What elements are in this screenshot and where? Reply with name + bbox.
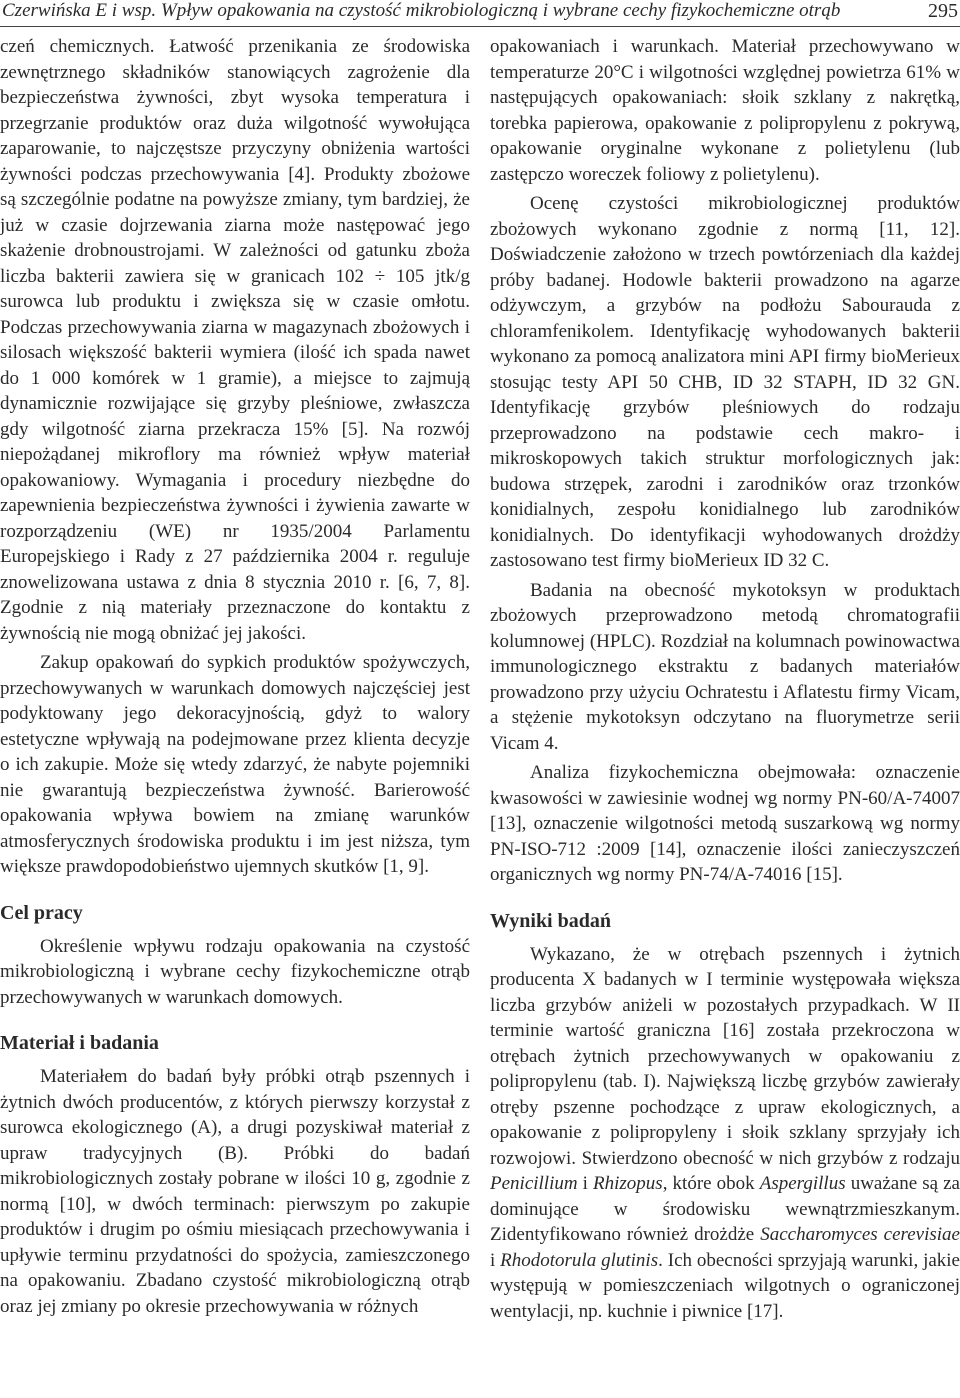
- genus-name: Penicillium: [490, 1173, 578, 1194]
- paragraph: Materiałem do badań były próbki otrąb pszennych i żytnich dwóch producentów, z których pierwszy korzystał z surowca ekologicznego (A), a drugi pozyskiwał materiał z upraw tradycyjnych (B). Próbki do badań mikrobiologicznych zostały pobrane w ilości 10 g, zgodnie z normą [10], w dwóch terminach: pierwszym po zakupie produktów i drugim po ośmiu miesiącach przechowywania i upływie terminu przydatności do spożycia, zamieszczonego na opakowaniu. Zbadano czystość mikrobiologiczną otrąb oraz jej zmiany po okresie przechowywania w różnych: [0, 1066, 470, 1317]
- text-span: , które obok: [662, 1173, 760, 1194]
- species-name: Rhodotorula glutinis: [500, 1249, 659, 1271]
- species-name: Saccharomyces cerevisiae: [760, 1224, 960, 1245]
- section-heading-aim: Cel pracy: [0, 901, 83, 924]
- section-heading-materials: Materiał i badania: [0, 1032, 159, 1054]
- text-span: i: [577, 1173, 594, 1194]
- left-column: [0, 34, 470, 1398]
- paragraph: Określenie wpływu rodzaju opakowania na czystość mikrobiologiczną i wybrane cechy fizykochemiczne otrąb przechowywanych w warunkach domowych.: [0, 935, 470, 1008]
- page-number: 295: [928, 0, 958, 22]
- text-span: . Ich obecności sprzyjają warunki, jakie występują w pomieszczeniach wilgotnych o ograniczonej wentylacji, np. kuchnie i piwnice [17].: [490, 1249, 960, 1322]
- genus-name: Rhizopus: [593, 1173, 663, 1194]
- paragraph: Analiza fizykochemiczna obejmowała: oznaczenie kwasowości w zawiesinie wodnej wg normy PN-60/A-74007 [13], oznaczenie wilgotności metodą suszarkową wg normy PN-ISO-712 :2009 [14], oznaczenie ilości zanieczyszczeń organicznych wg normy PN-74/A-74016 [15].: [490, 762, 960, 885]
- text-span: Wykazano, że w otrębach pszennych i żytnich producenta X badanych w I terminie występowała większa liczba grzybów aniżeli w pozostałych przypadkach. W II terminie wartość graniczna [16] została przekroczona w otrębach żytnich przechowywanych w opakowaniu z polipropylenu (tab. I). Największą liczbę grzybów zawierały otręby pszenne pochodzące z upraw ekologicznych, a opakowanie z polipropyleny i słoik szklany sprzyjały ich rozwojowi. Stwierdzono obecność w nich grzybów z rodzaju: [490, 943, 960, 1169]
- paragraph: Ocenę czystości mikrobiologicznej produktów zbożowych wykonano zgodnie z normą [11, 12]. Doświadczenie założono w trzech powtórzeniach dla każdej próby badanej. Hodowle bakterii prowadzono na agarze odżywczym, a grzybów na podłożu Sabourauda z chloramfenikolem. Identyfikację wyhodowanych bakterii wykonano za pomocą analizatora mini API firmy bioMerieux stosując testy API 50 CHB, ID 32 STAPH, ID 32 GN. Identyfikację grzybów pleśniowych do rodzaju przeprowadzono na podstawie cech makro- i mikroskopowych takich struktur morfologicznych jak: budowa strzępek, zarodni i zarodników oraz trzonków konidialnych, zespołu konidialnego lub zarodników konidialnych. Do identyfikacji wyhodowanych drożdży zastosowano test firmy bioMerieux ID 32 C.: [490, 193, 960, 571]
- paragraph: [490, 942, 960, 1325]
- paragraph: Badania na obecność mykotoksyn w produktach zbożowych przeprowadzono metodą chromatografii kolumnowej (HPLC). Rozdział na kolumnach powinowactwa immunologicznego ekstraktu z badanych materiałów prowadzono przy użyciu Ochratestu i Aflatestu firmy Vicam, a stężenie mykotoksyn odczytano na fluorymetrze serii Vicam 4.: [490, 579, 960, 754]
- right-column: [490, 34, 960, 1398]
- header-rule: [0, 26, 960, 27]
- section-heading-results: Wyniki badań: [490, 909, 611, 932]
- text-span: uważane są za dominujące w środowisku wewnątrzmieszkanym. Zidentyfikowano również drożdże: [490, 1173, 960, 1245]
- page-header: [0, 0, 960, 26]
- paragraph: czeń chemicznych. Łatwość przenikania ze środowiska zewnętrznego składników stanowiących zagrożenie dla bezpieczeństwa żywności, zbyt wysoka temperatura i przegrzanie produktów oraz duża wilgotność wywołująca zaparowanie, to najczęstsze przyczyny obniżenia wartości żywności podczas przechowywania [4]. Produkty zbożowe są szczególnie podatne na powyższe zmiany, tym bardziej, że już w czasie dojrzewania ziarna może następować jego skażenie drobnoustrojami. W zależności od gatunku zboża liczba bakterii zawiera się w granicach 102 ÷ 105 jtk/g surowca lub produktu i zwiększa się w czasie omłotu. Podczas przechowywania ziarna w magazynach zbożowych i silosach większość bakterii wymiera (ilość ich spada nawet do 1 000 komórek w 1 gramie), a miejsce to zajmują dynamicznie rozwijające się grzyby pleśniowe, zwłaszcza gdy wilgotność ziarna przekracza 15% [5]. Na rozwój niepożądanej mikroflory ma również wpływ materiał opakowaniowy. Wymagania i procedury niezbędne do zapewnienia bezpieczeństwa żywności i żywienia zawarte w rozporządzeniu (WE) nr 1935/2004 Parlamentu Europejskiego i Rady z 27 października 2004 r. reguluje znowelizowana ustawa z dnia 8 stycznia 2010 r. [6, 7, 8]. Zgodnie z nią materiały przeznaczone do kontaktu z żywnością nie mogą obniżać jej jakości.: [0, 36, 470, 644]
- text-span: i: [490, 1249, 501, 1271]
- paragraph: opakowaniach i warunkach. Materiał przechowywano w temperaturze 20°C i wilgotności względnej powietrza 61% w następujących opakowaniach: słoik szklany z nakrętką, torebka papierowa, opakowanie z polipropylenu z pokrywą, opakowanie oryginalne wykonane z polietylenu (lub zastępczo woreczek foliowy z polietylenu).: [490, 36, 960, 185]
- running-title: Czerwińska E i wsp. Wpływ opakowania na czystość mikrobiologiczną i wybrane cechy fizykochemiczne otrąb: [2, 0, 841, 21]
- paragraph: Zakup opakowań do sypkich produktów spożywczych, przechowywanych w warunkach domowych najczęściej jest podyktowany jego dekoracyjnością, gdyż to walory estetyczne wpływają na podejmowane przez klienta decyzje o ich zakupie. Może się wtedy zdarzyć, że nabyte pojemniki nie gwarantują bezpieczeństwa żywność. Barierowość opakowania wpływa bowiem na zmianę warunków atmosferycznych środowiska produktu i im jest niższa, tym większe prawdopodobieństwo ujemnych skutków [1, 9].: [0, 652, 470, 877]
- genus-name: Aspergillus: [759, 1173, 846, 1194]
